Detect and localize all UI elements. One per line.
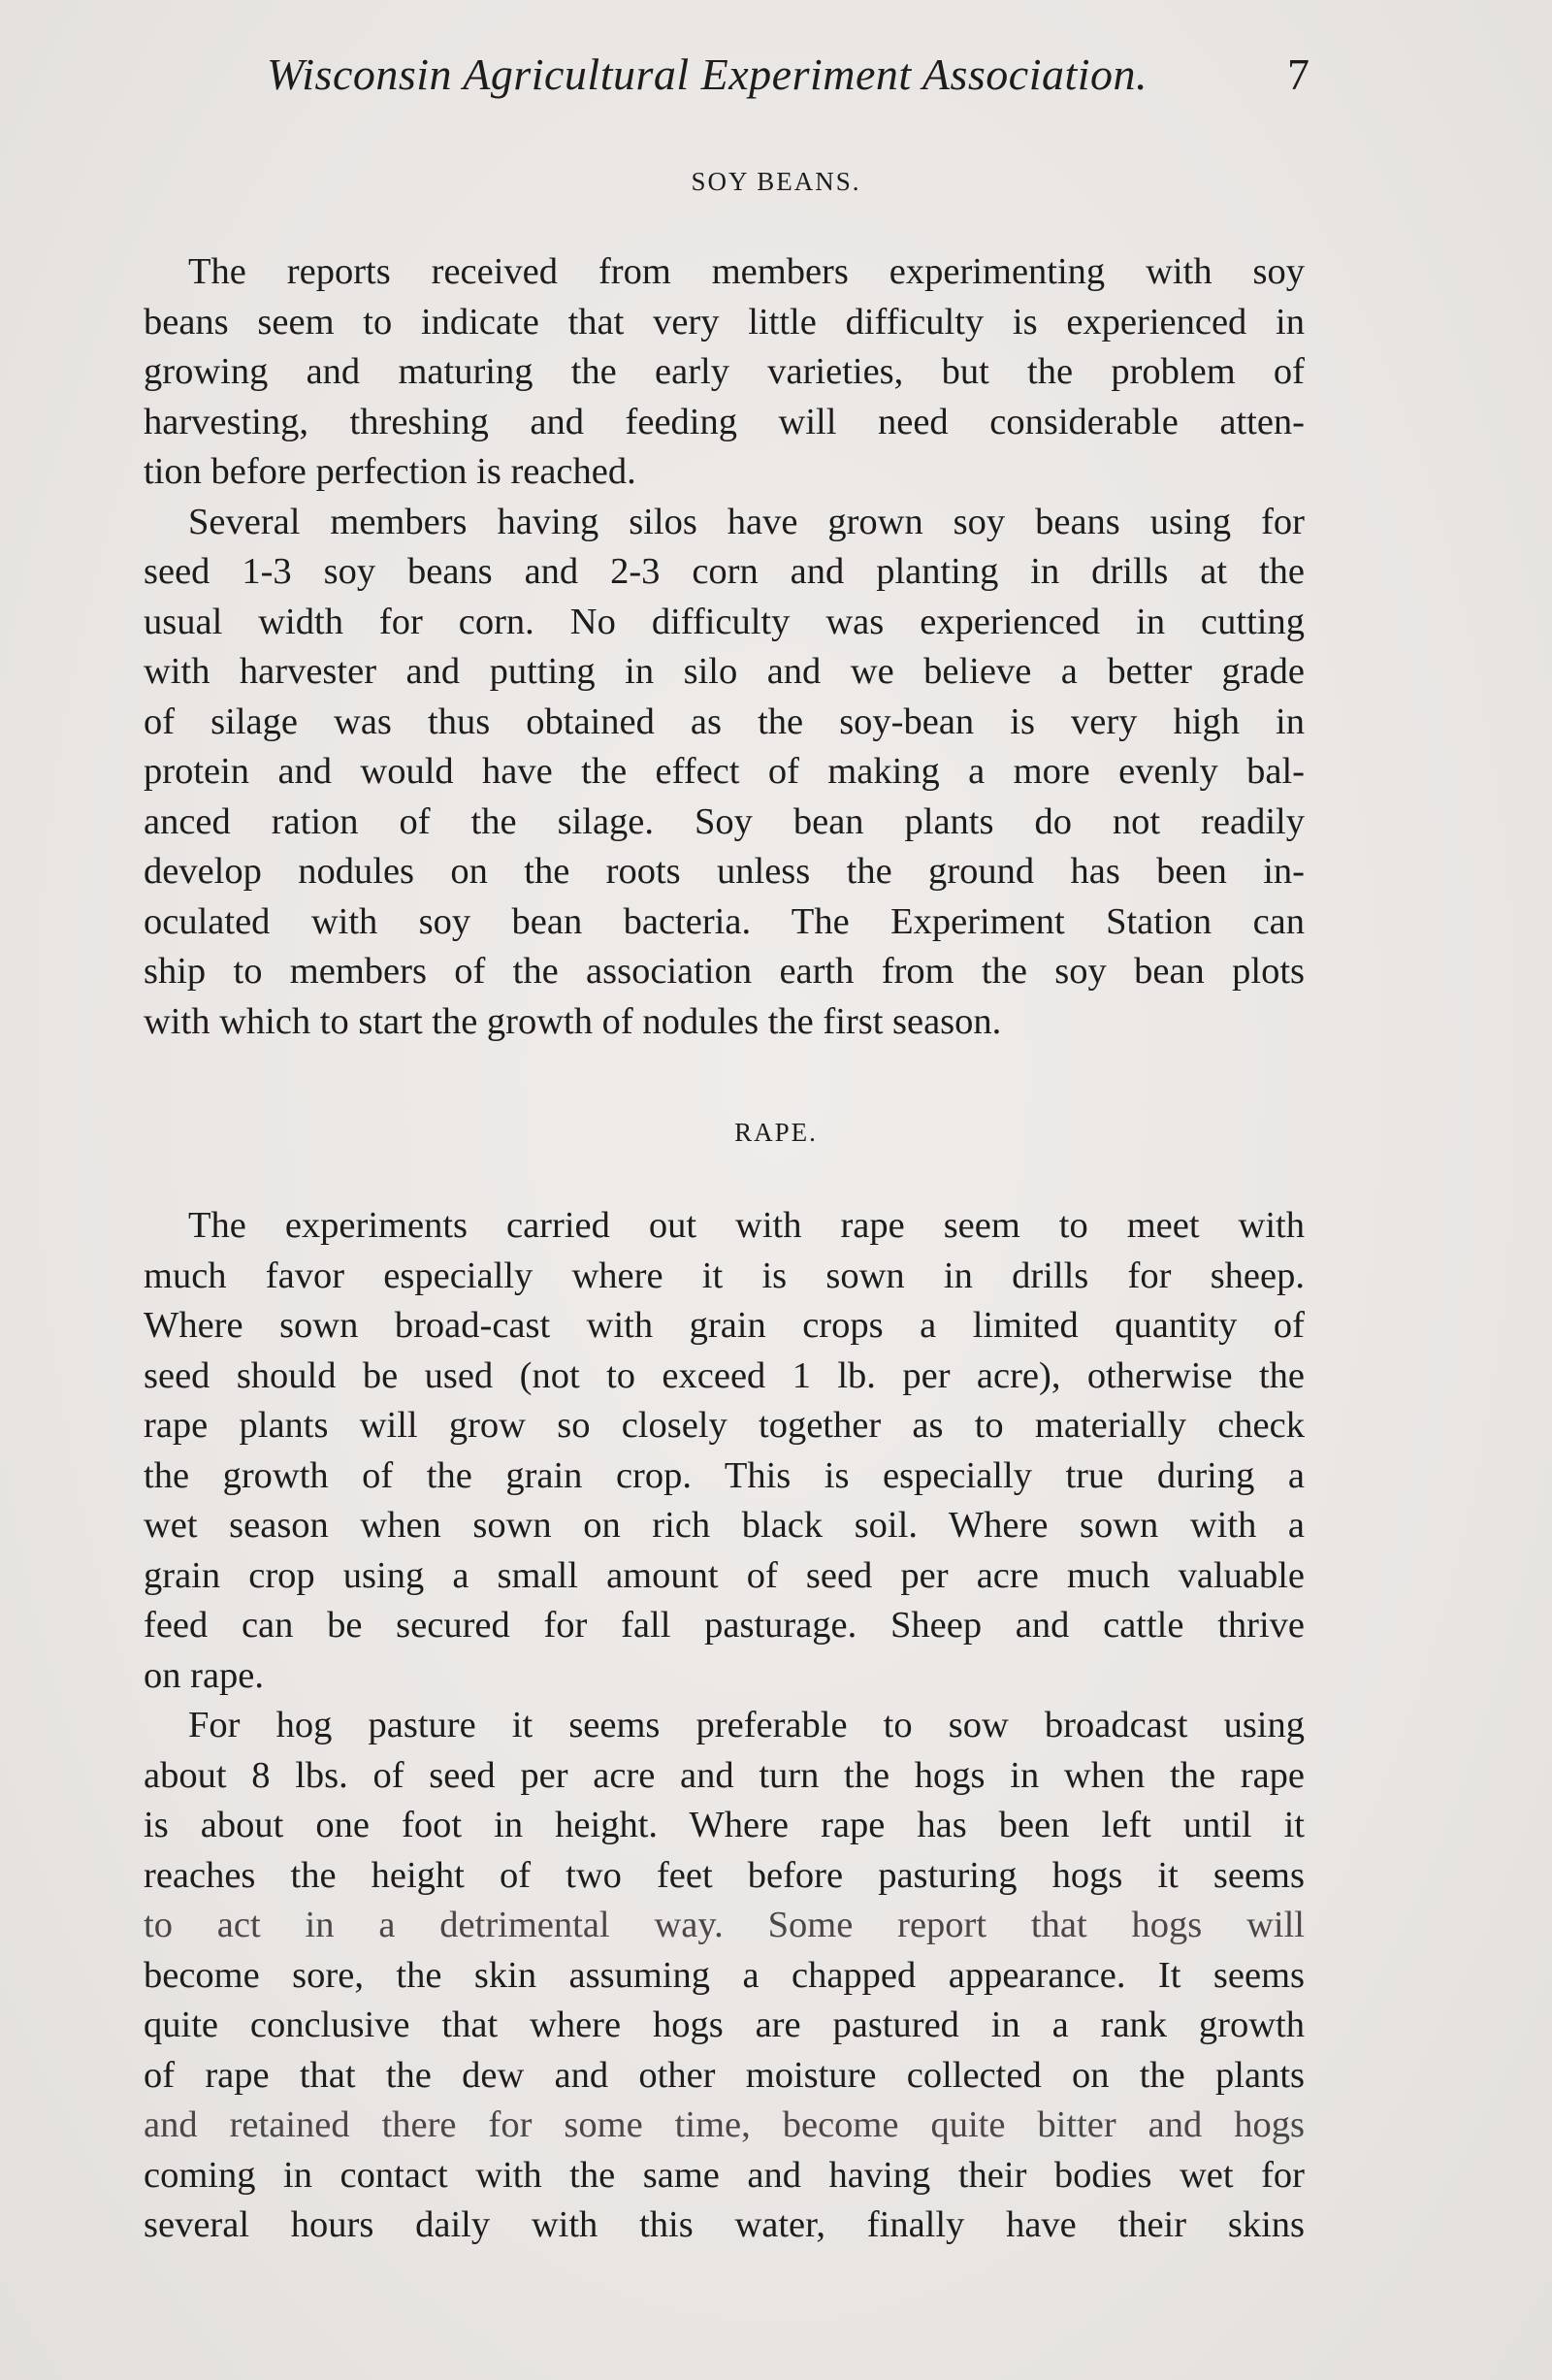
running-title: Wisconsin Agricultural Experiment Association. [267, 49, 1148, 99]
text-line: with which to start the growth of nodules the first season. [144, 1000, 1002, 1042]
text-line: Where sown broad-cast with grain crops a limited quantity of [144, 1305, 1305, 1346]
text-line: become sore, the skin assuming a chapped appearance. It seems [144, 1954, 1305, 1996]
text-line: several hours daily with this water, finally have their skins [144, 2204, 1305, 2245]
text-line: The reports received from members experimenting with soy [188, 251, 1305, 292]
text-line: grain crop using a small amount of seed per acre much valuable [144, 1554, 1305, 1596]
text-line: seed 1-3 soy beans and 2-3 corn and planting in drills at the [144, 551, 1305, 592]
text-line: of silage was thus obtained as the soy-bean is very high in [144, 701, 1305, 742]
text-line: Several members having silos have grown soy beans using for [188, 501, 1305, 542]
section-heading-soy-beans: SOY BEANS. [691, 167, 861, 196]
text-line: feed can be secured for fall pasturage. Sheep and cattle thrive [144, 1605, 1305, 1646]
text-line: growing and maturing the early varieties, but the problem of [144, 351, 1305, 392]
text-line: The experiments carried out with rape seem to meet with [188, 1205, 1305, 1246]
text-line: rape plants will grow so closely together as to materially check [144, 1405, 1305, 1446]
text-line: usual width for corn. No difficulty was experienced in cutting [144, 601, 1305, 642]
text-line: wet season when sown on rich black soil. Where sown with a [144, 1505, 1305, 1546]
text-line: of rape that the dew and other moisture collected on the plants [144, 2054, 1305, 2096]
text-line: on rape. [144, 1654, 264, 1696]
text-line: and retained there for some time, become quite bitter and hogs [144, 2104, 1305, 2145]
text-line: For hog pasture it seems preferable to sow broadcast using [188, 1705, 1305, 1745]
text-line: the growth of the grain crop. This is especially true during a [144, 1454, 1305, 1496]
text-line: to act in a detrimental way. Some report that hogs will [144, 1905, 1305, 1945]
text-line: protein and would have the effect of making a more evenly bal- [144, 751, 1305, 792]
section-heading-rape: RAPE. [734, 1118, 818, 1147]
text-line: is about one foot in height. Where rape has been left until it [144, 1805, 1305, 1845]
running-head [267, 49, 1310, 116]
text-line: reaches the height of two feet before pasturing hogs it seems [144, 1854, 1305, 1896]
page-number: 7 [1287, 49, 1310, 99]
section-body-rape [144, 1201, 1305, 2251]
text-line: with harvester and putting in silo and we believe a better grade [144, 651, 1305, 692]
section-body-soy-beans [144, 247, 1305, 1047]
text-line: seed should be used (not to exceed 1 lb. per acre), otherwise the [144, 1354, 1305, 1396]
text-line: develop nodules on the roots unless the ground has been in- [144, 851, 1305, 892]
text-line: beans seem to indicate that very little difficulty is experienced in [144, 301, 1305, 342]
text-line: much favor especially where it is sown in drills for sheep. [144, 1255, 1305, 1296]
text-line: ship to members of the association earth from the soy bean plots [144, 951, 1305, 992]
text-line: oculated with soy bean bacteria. The Experiment Station can [144, 900, 1305, 942]
text-line: tion before perfection is reached. [144, 451, 636, 492]
text-line: harvesting, threshing and feeding will need considerable atten- [144, 401, 1305, 442]
text-line: coming in contact with the same and having their bodies wet for [144, 2154, 1305, 2196]
text-line: quite conclusive that where hogs are pastured in a rank growth [144, 2005, 1305, 2045]
text-line: anced ration of the silage. Soy bean plants do not readily [144, 800, 1305, 842]
text-line: about 8 lbs. of seed per acre and turn the hogs in when the rape [144, 1754, 1305, 1796]
